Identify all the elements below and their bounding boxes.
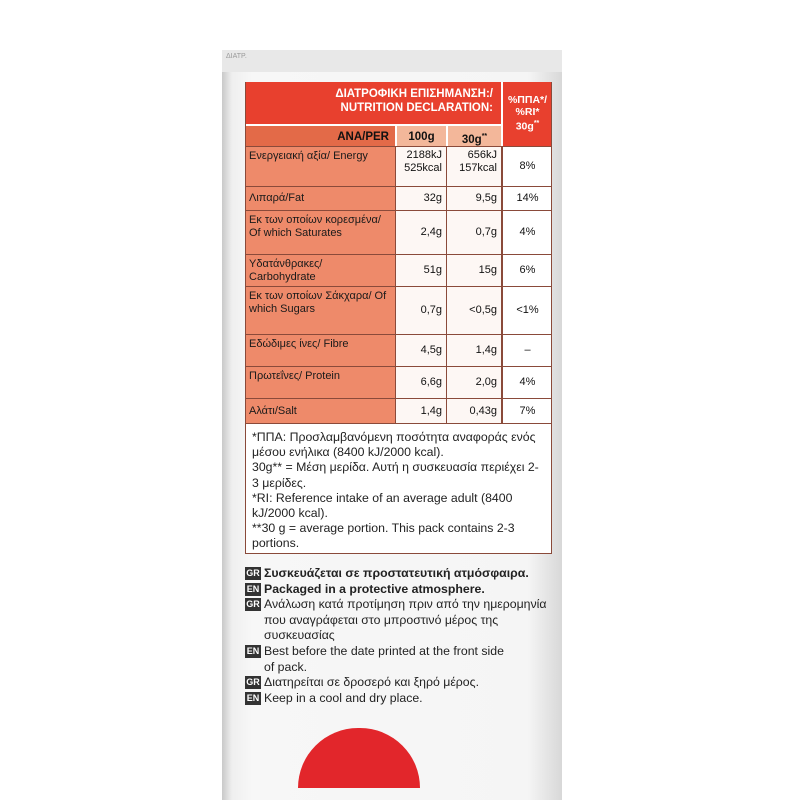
row-label: Εδώδιμες ίνες/ Fibre [245,335,395,366]
value-100g: 4,5g [395,335,446,366]
table-row-sugars [245,286,552,334]
footnote-en-portion: **30 g = average portion. This pack contains 2-3 portions. [252,521,515,551]
nutrition-title [245,82,501,124]
ri-header-line2: %RI* [515,106,540,118]
storage-text: Keep in a cool and dry place. [264,690,423,705]
value-30g: <0,5g [446,287,501,334]
storage-line [245,691,565,707]
storage-info [245,566,565,706]
value-100g: 51g [395,255,446,286]
table-row-energy [245,146,552,186]
footnote-en-ri: *RI: Reference intake of an average adult (8400 kJ/2000 kcal). [252,490,513,521]
per-header: ΑΝΑ/PER [245,124,395,146]
value-ri: <1% [501,287,552,334]
value-100g: 2,4g [395,211,446,254]
row-label: Αλάτι/Salt [245,399,395,424]
ri-header-line3: 30g** [515,120,540,133]
lang-badge-en: EN [246,583,260,594]
value-ri: 4% [501,367,552,398]
nutrition-title-gr: ΔΙΑΤΡΟΦΙΚΗ ΕΠΙΣΗΜΑΝΣΗ:/ [335,88,493,100]
storage-text: Ανάλωση κατά προτίμηση πριν από την ημερομηνία που αναγράφεται στο μπροστινό μέρος της συσκευασίας [264,597,547,643]
value-ri: 6% [501,255,552,286]
row-label: Υδατάνθρακες/ Carbohydrate [245,255,395,286]
ri-header-line1: %ΠΠΑ*/ [507,94,548,106]
row-label: Εκ των οποίων Σάκχαρα/ Of which Sugars [245,287,395,334]
value-100g: 1,4g [395,399,446,424]
storage-text: Διατηρείται σε δροσερό και ξηρό μέρος. [264,675,479,690]
row-label: Λιπαρά/Fat [245,187,395,210]
value-30g: 9,5g [446,187,501,210]
storage-line [245,675,565,691]
table-row-saturates [245,210,552,254]
value-100g: 32g [395,187,446,210]
value-30g: 2,0g [446,367,501,398]
value-ri: 4% [501,211,552,254]
storage-line [245,566,565,582]
table-row-carbohydrate [245,254,552,286]
storage-line [245,597,549,644]
storage-text: Συσκευάζεται σε προστατευτική ατμόσφαιρα. [264,566,529,580]
table-row-salt [245,398,552,424]
value-100g: 6,6g [395,367,446,398]
storage-line [245,582,565,598]
col-100g-header: 100g [395,124,446,146]
value-ri: – [501,335,552,366]
ri-header [501,82,552,146]
footnote-gr-ppa: *ΠΠΑ: Προσλαμβανόμενη ποσότητα αναφοράς ενός μέσου ενήλικα (8400 kJ/2000 kcal). [252,430,536,460]
value-30g: 0,7g [446,211,501,254]
row-label: Ενεργειακή αξία/ Energy [245,147,395,186]
storage-line [245,644,504,675]
table-row-fibre [245,334,552,366]
value-100g: 0,7g [395,287,446,334]
value-ri: 7% [501,399,552,424]
footnotes [245,424,552,554]
footnote-gr-portion: 30g** = Μέση μερίδα. Αυτή η συσκευασία περιέχει 2-3 μερίδες. [252,460,539,490]
lang-badge-en: EN [246,692,260,703]
value-ri: 14% [501,187,552,210]
lang-badge-gr: GR [246,677,260,688]
row-label: Εκ των οποίων κορεσμένα/ Of which Saturates [245,211,395,254]
lang-badge-gr: GR [246,599,260,610]
table-row-fat [245,186,552,210]
nutrition-title-en: NUTRITION DECLARATION: [340,102,493,114]
table-row-protein [245,366,552,398]
nutrition-table [245,82,552,422]
col-30g-header: 30g** [446,124,501,146]
package-top-strip [222,50,562,72]
value-30g: 0,43g [446,399,501,424]
value-30g: 1,4g [446,335,501,366]
value-100g: 2188kJ 525kcal [395,147,446,186]
lang-badge-gr: GR [246,568,260,578]
lang-badge-en: EN [246,645,260,656]
storage-text: Packaged in a protective atmosphere. [264,581,485,596]
value-ri: 8% [501,147,552,186]
value-30g: 15g [446,255,501,286]
package-top-text: ΔΙΑΤΡ. [226,53,247,60]
storage-text: Best before the date printed at the front side of pack. [264,643,504,674]
value-30g: 656kJ 157kcal [446,147,501,186]
row-label: Πρωτεΐνες/ Protein [245,367,395,398]
